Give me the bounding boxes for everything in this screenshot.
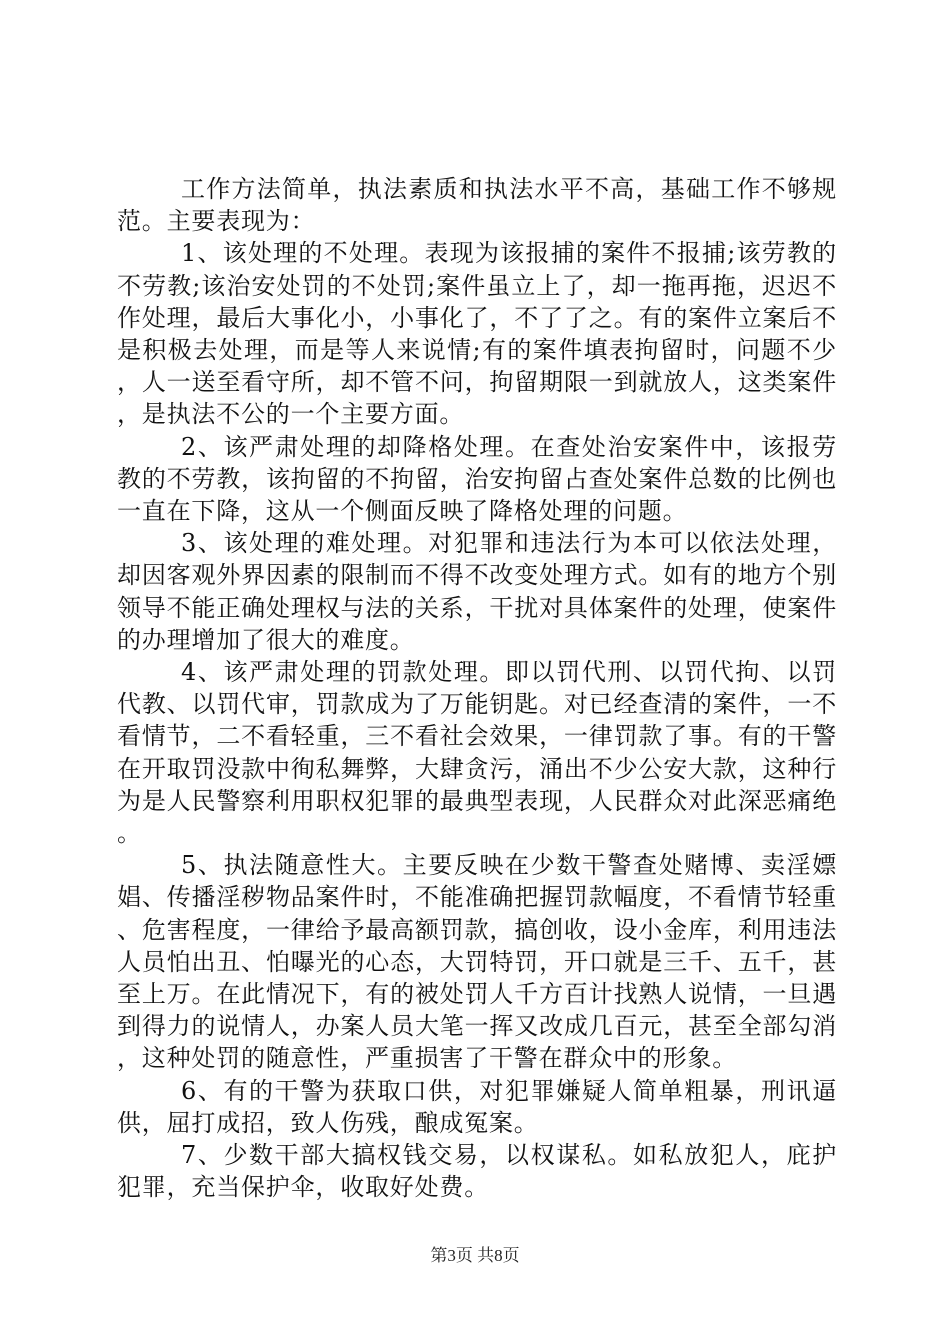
paragraph-item-2: 2、该严肃处理的却降格处理。在查处治安案件中，该报劳教的不劳教，该拘留的不拘留，治安拘留占查处案件总数的比例也一直在下降，这从一个侧面反映了降格处理的问题。	[117, 432, 837, 526]
paragraph-item-6: 6、有的干警为获取口供，对犯罪嫌疑人简单粗暴，刑讯逼供，屈打成招，致人伤残，酿成冤案。	[117, 1076, 837, 1137]
document-body	[117, 173, 837, 1204]
page-number-label: 第3页 共8页	[430, 1246, 520, 1265]
page-footer	[0, 1244, 950, 1268]
paragraph-item-1: 1、该处理的不处理。表现为该报捕的案件不报捕;该劳教的不劳教;该治安处罚的不处罚;案件虽立上了，却一拖再拖，迟迟不作处理，最后大事化小，小事化了，不了了之。有的案件立案后不是积极去处理，而是等人来说情;有的案件填表拘留时，问题不少，人一送至看守所，却不管不问，拘留期限一到就放人，这类案件，是执法不公的一个主要方面。	[117, 239, 837, 429]
paragraph-item-7: 7、少数干部大搞权钱交易，以权谋私。如私放犯人，庇护犯罪，充当保护伞，收取好处费。	[117, 1141, 837, 1202]
paragraph-intro: 工作方法简单，执法素质和执法水平不高，基础工作不够规范。主要表现为：	[117, 175, 837, 236]
paragraph-item-4: 4、该严肃处理的罚款处理。即以罚代刑、以罚代拘、以罚代教、以罚代审，罚款成为了万能钥匙。对已经查清的案件，一不看情节，二不看轻重，三不看社会效果，一律罚款了事。有的干警在开取罚没款中徇私舞弊，大肆贪污，涌出不少公安大款，这种行为是人民警察利用职权犯罪的最典型表现，人民群众对此深恶痛绝。	[117, 658, 837, 848]
paragraph-item-3: 3、该处理的难处理。对犯罪和违法行为本可以依法处理，却因客观外界因素的限制而不得不改变处理方式。如有的地方个别领导不能正确处理权与法的关系，干扰对具体案件的处理，使案件的办理增加了很大的难度。	[117, 529, 837, 654]
paragraph-item-5: 5、执法随意性大。主要反映在少数干警查处赌博、卖淫嫖娼、传播淫秽物品案件时，不能准确把握罚款幅度，不看情节轻重、危害程度，一律给予最高额罚款，搞创收，设小金库，利用违法人员怕出丑、怕曝光的心态，大罚特罚，开口就是三千、五千，甚至上万。在此情况下，有的被处罚人千方百计找熟人说情，一旦遇到得力的说情人，办案人员大笔一挥又改成几百元，甚至全部勾消，这种处罚的随意性，严重损害了干警在群众中的形象。	[117, 851, 837, 1073]
